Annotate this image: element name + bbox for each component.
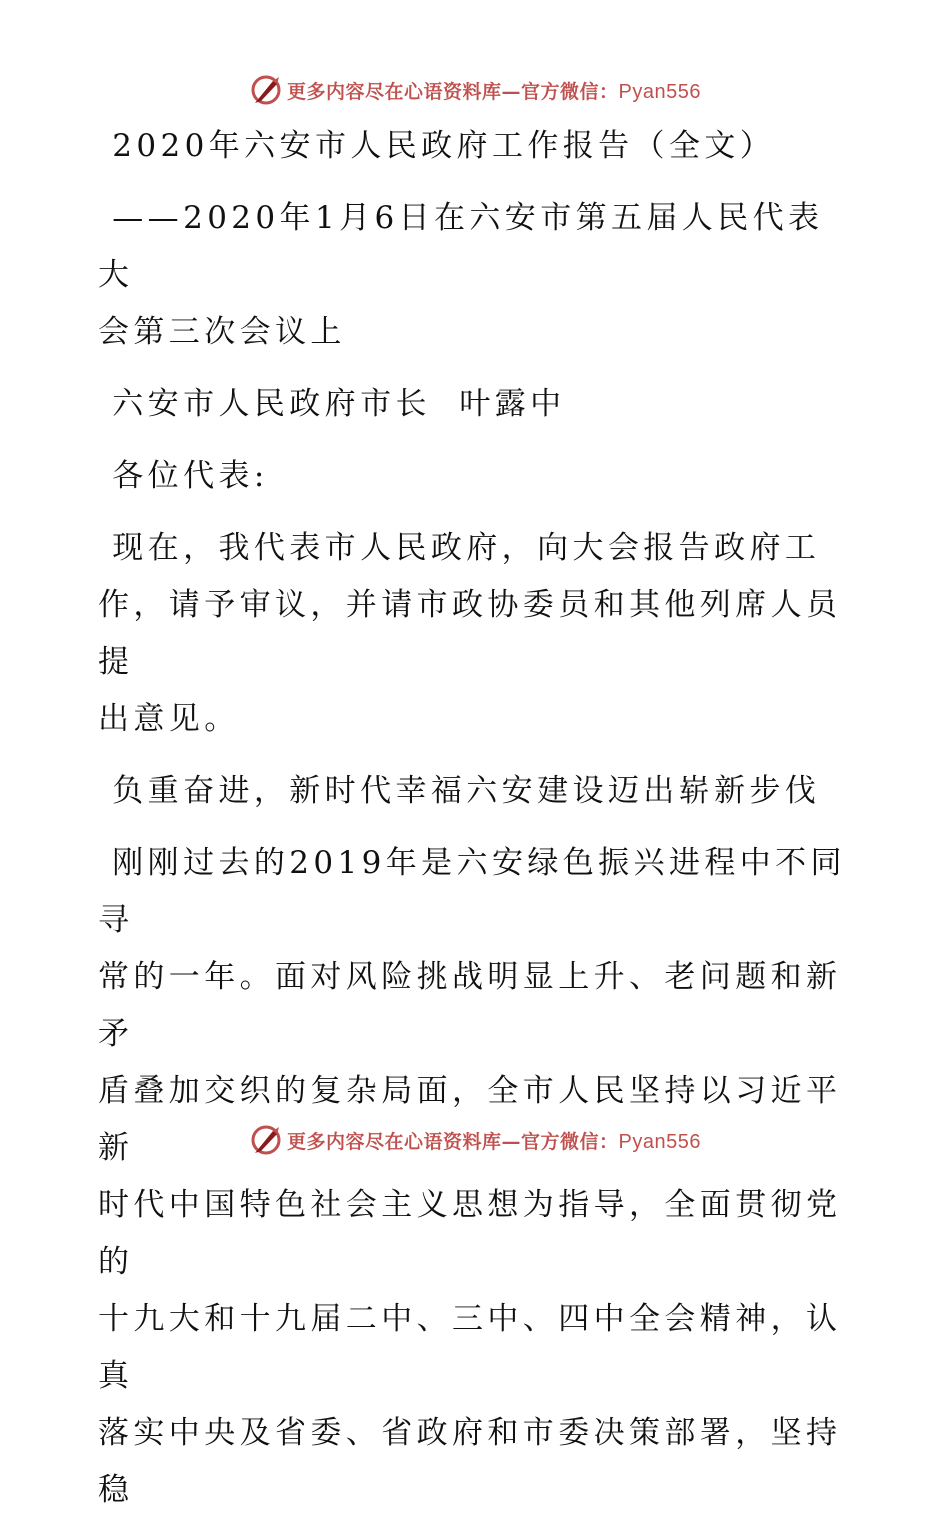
footer-watermark-banner [0,1120,950,1160]
intro-line: 出意见。 [98,701,240,737]
wechat-id: Pyan556 [618,1130,701,1153]
body-line: 时代中国特色社会主义思想为指导，全面贯彻党的 [98,1187,842,1280]
body-line: 常的一年。面对风险挑战明显上升、老问题和新矛 [98,959,842,1052]
watermark-text: 更多内容尽在心语资料库—官方微信：Pyan556 [287,80,701,103]
quill-pen-circle-icon [249,1123,283,1157]
quill-pen-circle-icon [249,73,283,107]
subtitle-line: 会第三次会议上 [98,314,346,350]
salutation: 各位代表: [98,458,269,494]
body-line: 刚刚过去的2019年是六安绿色振兴进程中不同寻 [98,845,846,938]
body-line: 落实中央及省委、省政府和市委决策部署，坚持稳 [98,1415,842,1508]
document-body [98,118,858,1519]
body-line: 盾叠加交织的复杂局面，全市人民坚持以习近平新 [98,1073,842,1166]
speaker-line: 六安市人民政府市长 叶露中 [98,386,566,422]
intro-line: 作，请予审议，并请市政协委员和其他列席人员提 [98,587,842,680]
wechat-id: Pyan556 [618,80,701,103]
watermark-text: 更多内容尽在心语资料库—官方微信：Pyan556 [287,1130,701,1153]
intro-line: 现在，我代表市人民政府，向大会报告政府工 [98,530,821,566]
document-title: 2020年六安市人民政府工作报告（全文） [98,128,776,164]
header-watermark-banner [0,70,950,110]
body-line: 十九大和十九届二中、三中、四中全会精神，认真 [98,1301,842,1394]
subtitle-line: ——2020年1月6日在六安市第五届人民代表大 [98,200,824,293]
section-heading: 负重奋进，新时代幸福六安建设迈出崭新步伐 [98,773,821,809]
